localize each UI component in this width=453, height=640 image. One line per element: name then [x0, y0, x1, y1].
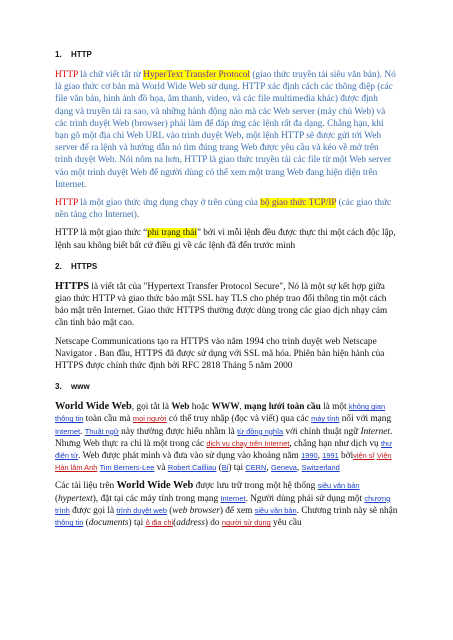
link-vien-si[interactable]: viện sĩ — [353, 451, 375, 461]
section-title: HTTPS — [71, 261, 98, 271]
link-chuong-trinh[interactable]: chương trình — [55, 493, 391, 515]
term-world-wide-web: World Wide Web — [116, 480, 194, 492]
paragraph-http-stateless: HTTP là một giao thức “phi trạng thái” bởi vì mỗi lệnh đều được thực thi một cách độc lập, lệnh sau không biết bất cứ điều gì về các lệnh đã đến trước mình — [55, 228, 396, 251]
link-nguoi-su-dung[interactable]: người sử dụng — [221, 518, 271, 528]
section-number: 3. — [55, 382, 62, 392]
section-number: 1. — [55, 50, 62, 59]
section-title: HTTP — [71, 50, 92, 59]
section-heading-http — [55, 50, 398, 59]
term-http: HTTP — [55, 198, 78, 209]
link-thuat-ngu[interactable]: Thuật ngữ — [84, 426, 119, 436]
term-world-wide-web: World Wide Web — [55, 401, 132, 413]
link-thu-dien-tu[interactable]: thư điện tử — [55, 438, 393, 461]
link-moi-nguoi[interactable]: mọi người — [132, 414, 167, 424]
link-dich-vu-chay-tren-internet[interactable]: dịch vụ chạy trên Internet — [206, 438, 290, 448]
section-title: www — [71, 382, 90, 392]
term-https: HTTPS — [55, 280, 90, 292]
paragraph-https-definition: HTTPS là viết tắt của "Hypertext Transfer Protocol Secure", Nó là một sự kết hợp giữa giao thức HTTP và giao thức bảo mật SSL hay TLS cho phép trao đổi thông tin một cách bảo mật trên Internet. Giao thức HTTPS thường được dùng trong các giao dịch nhạy cảm cần tính bảo mật cao. — [55, 280, 388, 329]
section-heading-https — [55, 262, 398, 271]
link-switzerland[interactable]: Switzerland — [301, 463, 340, 473]
link-robert-cailliau[interactable]: Robert Cailliau — [167, 463, 217, 473]
link-sieu-van-ban[interactable]: siêu văn bản — [317, 481, 360, 491]
link-may-tinh[interactable]: máy tính — [311, 414, 340, 424]
link-geneva[interactable]: Geneva — [271, 463, 297, 473]
link-vien-han-lam-anh[interactable]: Viện Hàn lâm Anh — [55, 451, 392, 473]
section-number: 2. — [55, 261, 62, 271]
term-http: HTTP — [55, 70, 78, 80]
paragraph-www-documents: Các tài liệu trên World Wide Web được lưu trữ trong một hệ thống siêu văn bản (hypertext), đặt tại các máy tính trong mạng Internet. Người dùng phải sử dụng một chương trình được gọi là trình duyệt web (web browser) để xem siêu văn bản. Chương trình này sẽ nhận thông tin (documents) tại ô địa chỉ(address) do người sử dụng yêu cầu — [55, 480, 398, 529]
link-bi[interactable]: Bỉ — [221, 463, 229, 473]
highlight-stateless: phi trạng thái — [147, 228, 197, 239]
link-tu-dong-nghia[interactable]: từ đồng nghĩa — [237, 426, 284, 436]
paragraph-https-history: Netscape Communications tạo ra HTTPS vào năm 1994 cho trình duyệt web Netscape Navigator . Ban đầu, HTTPS đã được sử dụng với SSL mã hóa. Phiên bản hiện hành của HTTPS được chính thức định bởi RFC 2818 Tháng 5 năm 2000 — [55, 336, 385, 372]
section-heading-www — [55, 382, 398, 391]
link-trinh-duyet-web[interactable]: trình duyệt web — [116, 505, 167, 515]
link-sieu-van-ban[interactable]: siêu văn bản — [254, 505, 297, 515]
paragraph-http-definition: HTTP là chữ viết tắt từ HyperText Transfer Protocol (giao thức truyền tải siêu văn bản). Nó là giao thức cơ bản mà World Wide Web sử dụng. HTTP xác định cách các thông điệp (các file văn bản, hình ảnh đồ họa, âm thanh, video, và các file multimedia khác) được định dạng và truyền tải ra sao, và những hành động nào mà các Web server (máy chủ Web) và các trình duyệt Web (browser) phải làm để đáp ứng các lệnh rất đa dạng. Chẳng hạn, khi bạn gõ một địa chỉ Web URL vào trình duyệt Web, một lệnh HTTP sẽ được gửi tới Web server để ra lệnh và hướng dẫn nó tìm đúng trang Web được yêu cầu và kéo về mở trên trình duyệt Web. Nói nôm na hơn, HTTP là giao thức truyền tải các file từ một Web server vào một trình duyệt Web để người dùng có thể xem một trang Web đang hiện diện trên Internet. — [55, 70, 396, 190]
link-internet[interactable]: Internet — [220, 493, 246, 503]
link-internet[interactable]: Internet — [55, 426, 81, 436]
paragraph-http-tcpip: HTTP là một giao thức ứng dụng chạy ở trên cùng của bộ giao thức TCP/IP (các giao thức nền tảng cho Internet). — [55, 198, 392, 221]
link-1990[interactable]: 1990 — [301, 451, 318, 461]
link-khong-gian-thong-tin[interactable]: không gian thông tin — [55, 402, 386, 424]
paragraph-www-definition: World Wide Web, gọi tắt là Web hoặc WWW, mạng lưới toàn cầu là một không gian thông tin toàn cầu mà mọi người có thể truy nhập (đọc và viết) qua các máy tính nối với mạng Internet. Thuật ngữ này thường được hiểu nhầm là từ đồng nghĩa với chính thuật ngữ Internet. Nhưng Web thực ra chỉ là một trong các dịch vụ chạy trên Internet, chẳng hạn như dịch vụ thư điện tử. Web được phát minh và đưa vào sử dụng vào khoảng năm 1990, 1991 bởiviện sĩ Viện Hàn lâm Anh Tim Berners-Lee và Robert Cailliau (Bỉ) tại CERN, Geneva, Switzerland — [55, 401, 393, 474]
link-1991[interactable]: 1991 — [322, 451, 339, 461]
highlight-hypertext-transfer-protocol: HyperText Transfer Protocol — [143, 70, 250, 80]
highlight-tcpip: bộ giao thức TCP/IP — [260, 198, 337, 209]
link-o-dia-chi[interactable]: ô địa chỉ — [145, 518, 174, 528]
link-thong-tin[interactable]: thông tin — [55, 518, 84, 528]
link-cern[interactable]: CERN — [245, 463, 267, 473]
link-tim-berners-lee[interactable]: Tim Berners-Lee — [99, 463, 155, 473]
